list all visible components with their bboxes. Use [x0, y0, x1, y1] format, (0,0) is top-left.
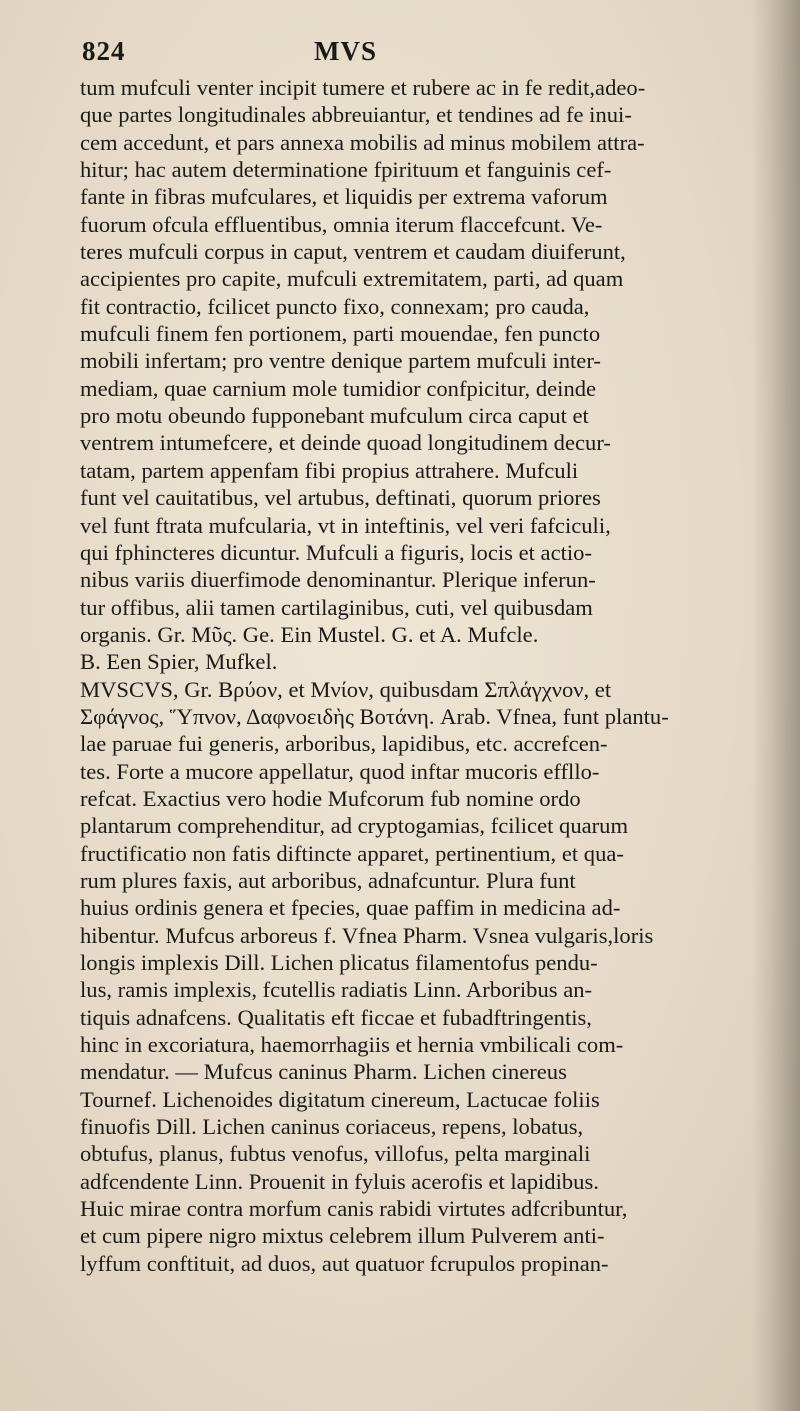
text-line: hibentur. Mufcus arboreus f. Vfnea Pharm. Vsnea vulgaris,loris	[80, 922, 654, 948]
page-edge-shadow	[752, 0, 800, 1411]
text-line: fit contractio, fcilicet puncto fixo, connexam; pro cauda,	[80, 293, 590, 319]
text-line: nibus variis diuerfimode denominantur. Plerique inferun-	[80, 567, 596, 593]
text-line: huius ordinis genera et fpecies, quae paffim in medicina ad-	[80, 895, 621, 921]
text-line: longis implexis Dill. Lichen plicatus filamentofus pendu-	[80, 950, 598, 975]
page-number: 824	[82, 36, 126, 66]
text-line: tiquis adnafcens. Qualitatis eft ficcae et fubadftringentis,	[80, 1004, 592, 1030]
text-line: accipientes pro capite, mufculi extremitatem, parti, ad quam	[80, 266, 624, 292]
text-line: hinc in excoriatura, haemorrhagiis et hernia vmbilicali com-	[80, 1032, 624, 1058]
text-line: adfcendente Linn. Prouenit in fyluis acerofis et lapidibus.	[80, 1168, 599, 1194]
text-line: lus, ramis implexis, fcutellis radiatis Linn. Arboribus an-	[80, 977, 593, 1003]
text-line: teres mufculi corpus in caput, ventrem et caudam diuiferunt,	[80, 239, 626, 265]
text-line: tatam, partem appenfam fibi propius attrahere. Mufculi	[80, 457, 579, 483]
text-line: tes. Forte a mucore appellatur, quod inftar mucoris effllo-	[80, 758, 600, 784]
text-line: tum mufculi venter incipit tumere et rubere ac in fe redit,adeo-	[80, 75, 646, 100]
text-line: lyffum conftituit, ad duos, aut quatuor fcrupulos propinan-	[80, 1250, 609, 1276]
running-header	[82, 36, 642, 72]
text-line: et cum pipere nigro mixtus celebrem illum Pulverem anti-	[80, 1223, 605, 1249]
text-line: fructificatio non fatis diftincte apparet, pertinentium, et qua-	[80, 840, 624, 866]
text-line: fante in fibras mufculares, et liquidis per extrema vaforum	[80, 184, 608, 210]
text-line: qui fphincteres dicuntur. Mufculi a figuris, locis et actio-	[80, 539, 592, 565]
text-line: lae paruae fui generis, arboribus, lapidibus, etc. accrefcen-	[80, 731, 608, 757]
text-line: finuofis Dill. Lichen caninus coriaceus, repens, lobatus,	[80, 1114, 584, 1140]
text-line: obtufus, planus, fubtus venofus, villofus, pelta marginali	[80, 1141, 591, 1167]
text-line: plantarum comprehenditur, ad cryptogamias, fcilicet quarum	[80, 813, 629, 839]
text-line: mendatur. — Mufcus caninus Pharm. Lichen cinereus	[80, 1059, 567, 1085]
text-line: Tournef. Lichenoides digitatum cinereum, Lactucae foliis	[80, 1086, 600, 1112]
text-line: pro motu obeundo fupponebant mufculum circa caput et	[80, 403, 589, 429]
body-text	[80, 74, 720, 1277]
text-line: Huic mirae contra morfum canis rabidi virtutes adfcribuntur,	[80, 1196, 628, 1222]
text-line: funt vel cauitatibus, vel artubus, deftinati, quorum priores	[80, 485, 601, 511]
text-line: rum plures faxis, aut arboribus, adnafcuntur. Plura funt	[80, 867, 576, 893]
text-line: mediam, quae carnium mole tumidior confpicitur, deinde	[80, 375, 597, 401]
text-line: hitur; hac autem determinatione fpirituum et fanguinis cef-	[80, 157, 612, 183]
text-line: B. Een Spier, Mufkel.	[80, 649, 278, 675]
text-line: fuorum ofcula effluentibus, omnia iterum flaccefcunt. Ve-	[80, 211, 603, 237]
text-line: tur offibus, alii tamen cartilaginibus, cuti, vel quibusdam	[80, 594, 593, 620]
text-line: MVSCVS, Gr. Βρύον, et Μνίον, quibusdam Σπλάγχνον, et	[80, 676, 612, 702]
text-line: cem accedunt, et pars annexa mobilis ad minus mobilem attra-	[80, 129, 645, 155]
text-line: ventrem intumefcere, et deinde quoad longitudinem decur-	[80, 430, 611, 456]
text-line: mufculi finem fen portionem, parti mouendae, fen puncto	[80, 321, 601, 347]
text-line: Σφάγνος, Ὕπνον, Δαφνοειδὴς Βοτάνη. Arab. Vfnea, funt plantu-	[80, 703, 669, 729]
running-title: MVS	[314, 36, 377, 66]
text-line: vel funt ftrata mufcularia, vt in inteftinis, vel veri fafciculi,	[80, 512, 611, 538]
text-line: organis. Gr. Μῦς. Ge. Ein Mustel. G. et A. Mufcle.	[80, 621, 539, 647]
text-line: refcat. Exactius vero hodie Mufcorum fub nomine ordo	[80, 785, 581, 811]
text-line: mobili infertam; pro ventre denique partem mufculi inter-	[80, 348, 601, 374]
text-line: que partes longitudinales abbreuiantur, et tendines ad fe inui-	[80, 102, 632, 128]
